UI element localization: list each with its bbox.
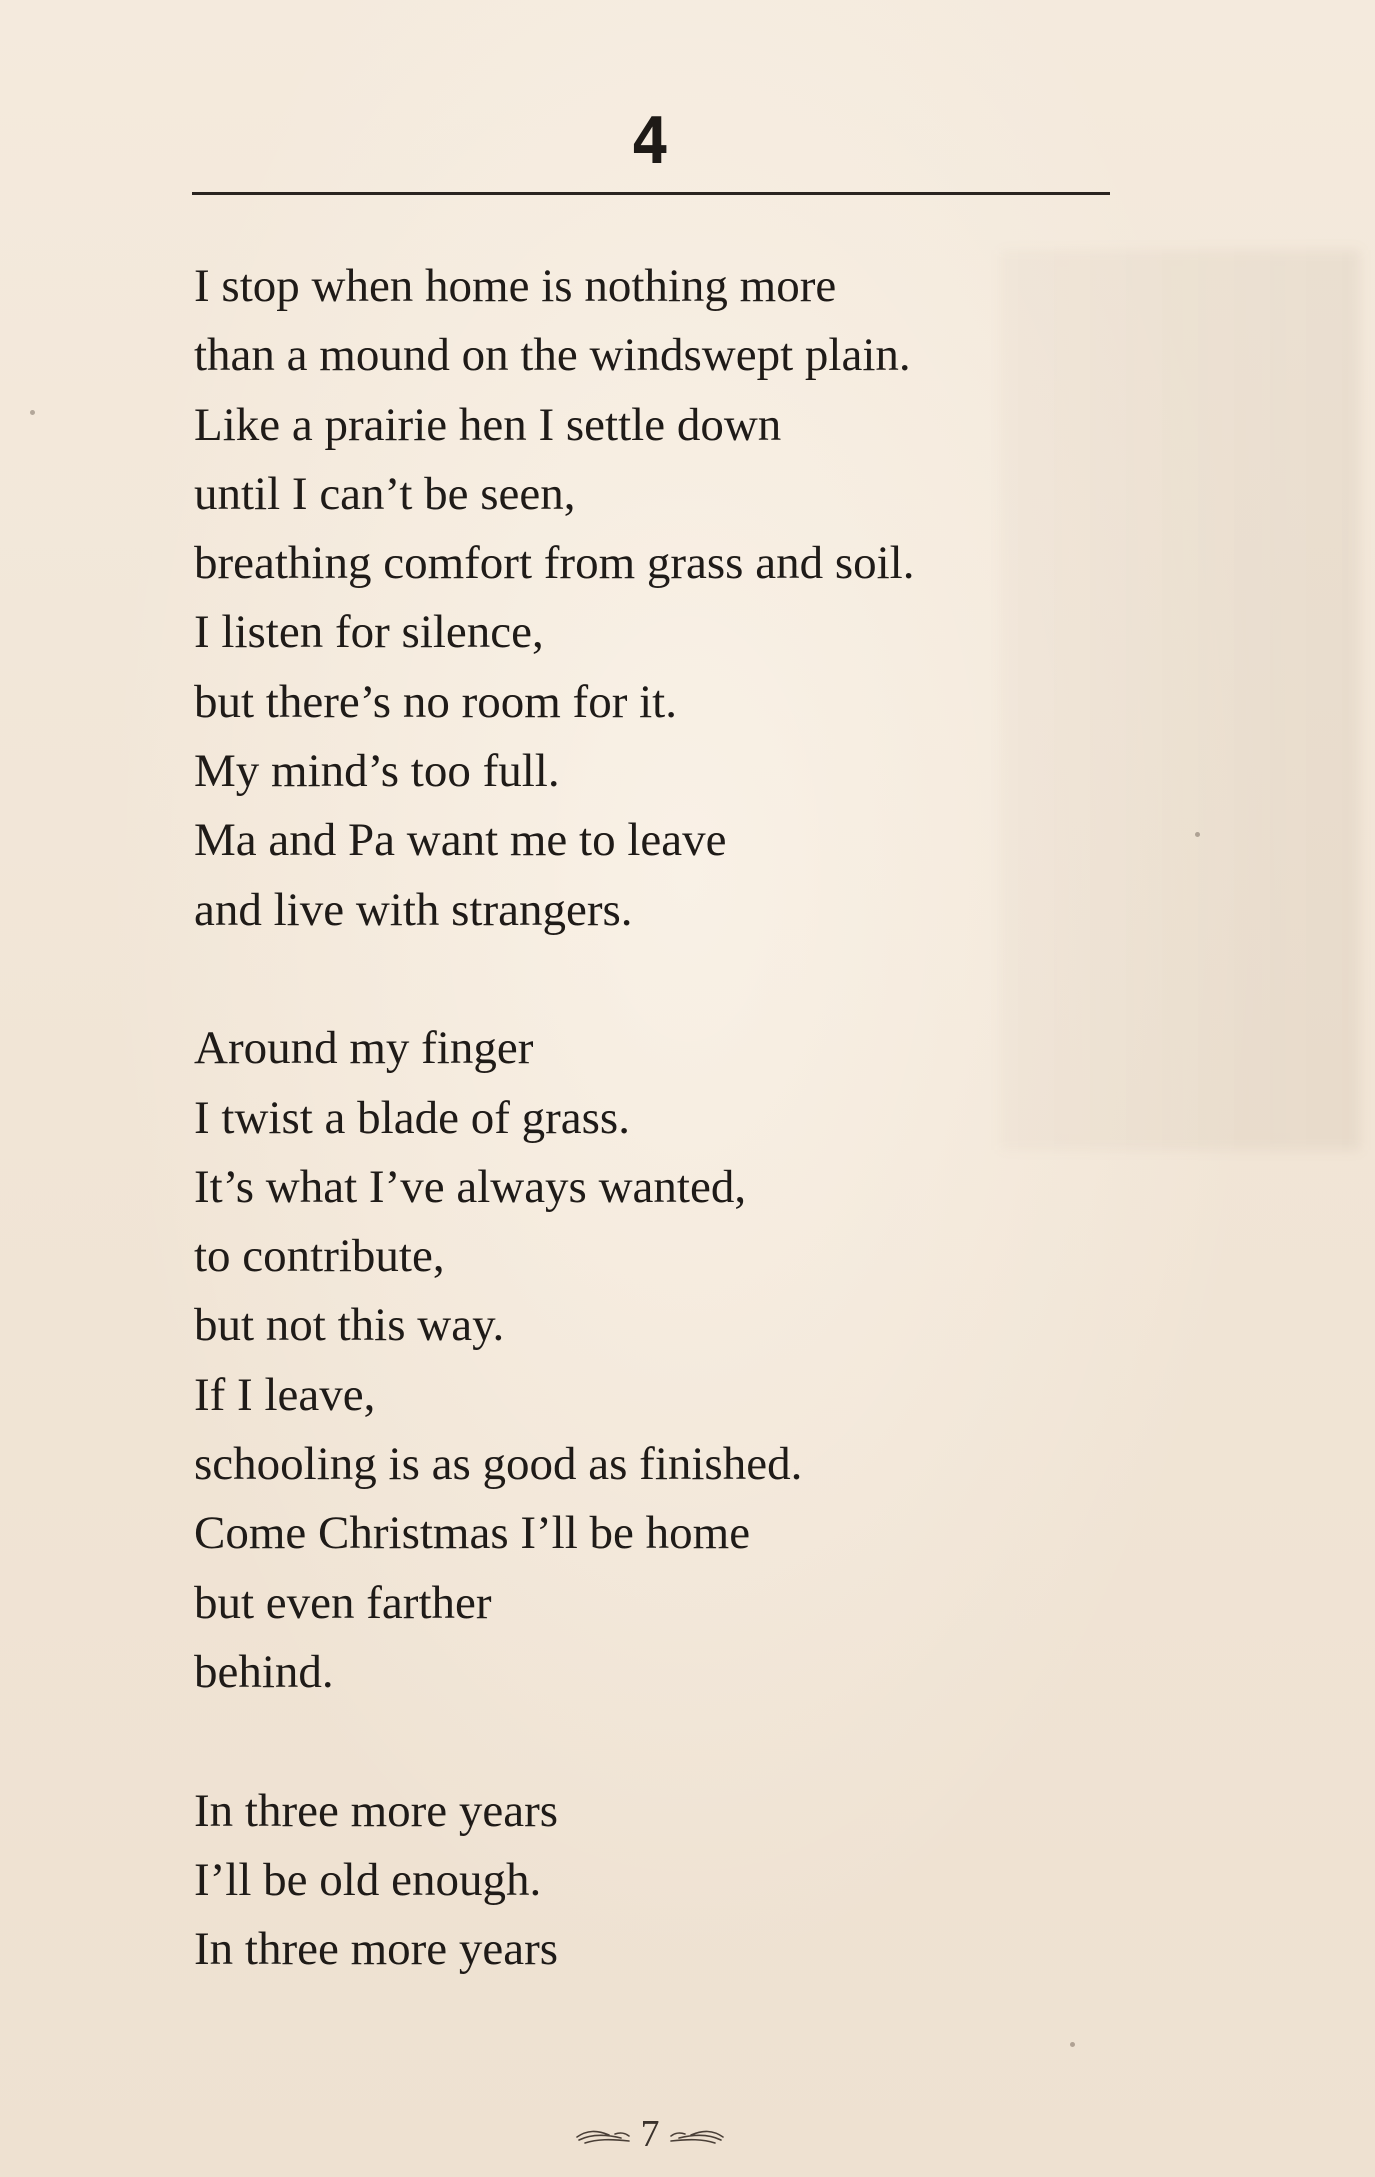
- paper-speck: [30, 410, 35, 415]
- poem-line: In three more years: [194, 1923, 559, 1976]
- poem-stanza: [194, 1777, 1094, 1985]
- poem-line: In three more years: [194, 1784, 559, 1837]
- poem-line: than a mound on the windswept plain.: [194, 329, 911, 382]
- poem-line: Come Christmas I’ll be home: [194, 1507, 751, 1560]
- poem-line: If I leave,: [194, 1368, 376, 1421]
- poem-line: I stop when home is nothing more: [194, 260, 837, 312]
- poem-line: My mind’s too full.: [194, 745, 560, 798]
- poem-line: I twist a blade of grass.: [194, 1091, 630, 1144]
- page-number: 7: [640, 2113, 660, 2155]
- poem-line: schooling is as good as finished.: [194, 1438, 803, 1491]
- poem-stanza: [194, 1014, 1094, 1707]
- flourish-icon: [575, 2128, 631, 2146]
- flourish-icon: [669, 2128, 725, 2146]
- poem-line: and live with strangers.: [194, 883, 633, 936]
- chapter-rule: [192, 192, 1110, 195]
- chapter-number: 4: [630, 105, 670, 179]
- poem-line: It’s what I’ve always wanted,: [194, 1160, 747, 1213]
- page-footer: [0, 2112, 1300, 2156]
- poem-line: to contribute,: [194, 1230, 445, 1283]
- poem-line: breathing comfort from grass and soil.: [194, 537, 915, 590]
- paper-speck: [1070, 2042, 1075, 2047]
- poem-line: but not this way.: [194, 1299, 505, 1352]
- poem-line: I’ll be old enough.: [194, 1853, 542, 1906]
- poem-line: until I can’t be seen,: [194, 467, 576, 520]
- poem-line: Like a prairie hen I settle down: [194, 398, 782, 451]
- poem-line: but even farther: [194, 1576, 492, 1629]
- poem-line: Ma and Pa want me to leave: [194, 814, 727, 867]
- paper-speck: [1195, 832, 1200, 837]
- poem-line: but there’s no room for it.: [194, 675, 677, 728]
- poem-stanza: [194, 252, 1094, 945]
- poem-line: Around my finger: [194, 1022, 534, 1075]
- poem-line: behind.: [194, 1645, 334, 1698]
- poem-line: I listen for silence,: [194, 606, 544, 659]
- poem: [194, 252, 1094, 1984]
